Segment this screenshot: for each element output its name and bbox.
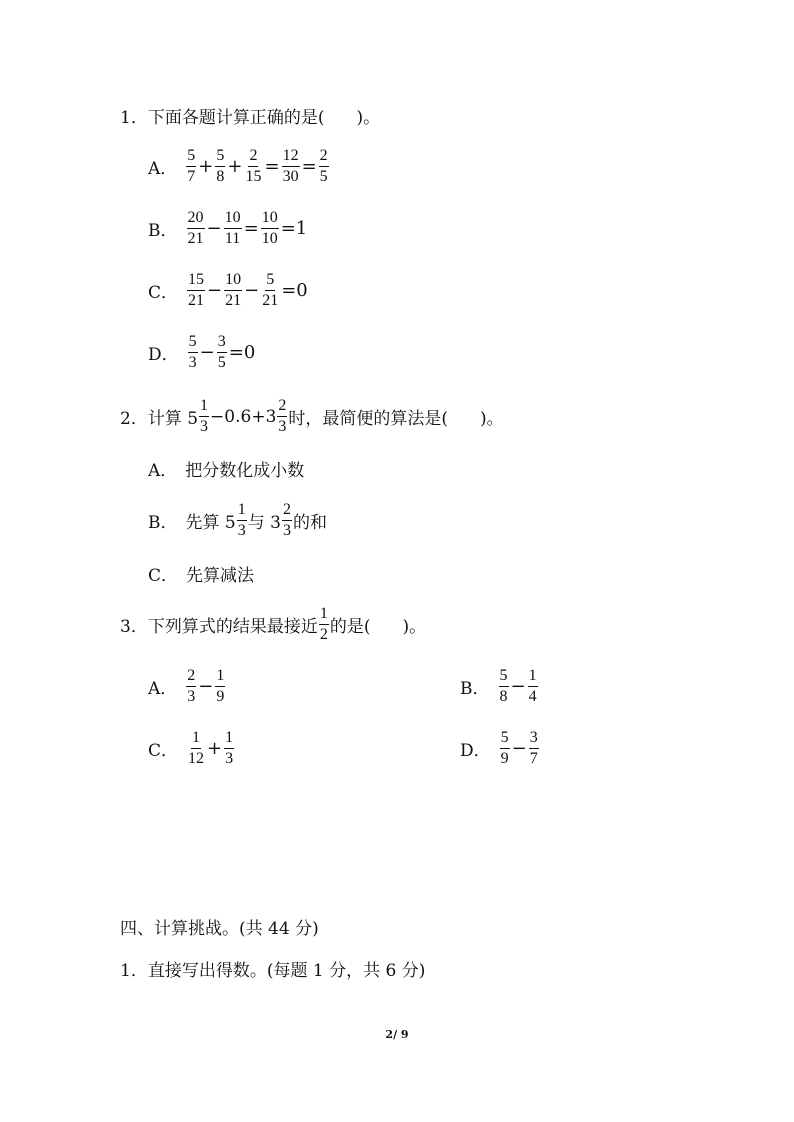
- q2-option-b: B． 先算 5 $\frac{1}{3}$ 与 3 $\frac{2}{3}$ 的和: [148, 501, 327, 539]
- q3-stem: 3．下列算式的结果最接近 $\frac{1}{2}$ 的是( )。: [120, 605, 427, 643]
- q1-stem: 1．下面各题计算正确的是( )。: [120, 108, 381, 128]
- fraction: $\frac{5}{21}$: [262, 271, 279, 309]
- fraction: $\frac{2}{3}$: [187, 667, 196, 705]
- fraction: $\frac{2}{3}$: [278, 397, 287, 435]
- fraction: $\frac{1}{9}$: [216, 667, 225, 705]
- fraction: $\frac{1}{2}$: [319, 605, 328, 643]
- fraction: $\frac{1}{3}$: [200, 397, 209, 435]
- fraction: $\frac{5}{7}$: [187, 147, 196, 185]
- fraction: $\frac{10}{21}$: [225, 271, 242, 309]
- q3-option-c: C． $\frac{1}{12}$ + $\frac{1}{3}$: [148, 729, 234, 767]
- q2-option-c: C． 先算减法: [148, 566, 255, 586]
- fraction: $\frac{5}{3}$: [188, 333, 197, 371]
- fraction: $\frac{2}{15}$: [245, 147, 262, 185]
- fraction: $\frac{2}{3}$: [282, 501, 291, 539]
- fraction: $\frac{10}{11}$: [224, 209, 241, 247]
- q3-option-b: B． $\frac{5}{8}$ − $\frac{1}{4}$: [460, 667, 537, 705]
- page-number: 2/ 9: [385, 1028, 409, 1041]
- section-title: 四、计算挑战。(共 44 分): [120, 919, 319, 939]
- fraction: $\frac{10}{10}$: [261, 209, 278, 247]
- fraction: $\frac{15}{21}$: [188, 271, 205, 309]
- q2-option-a: A． 把分数化成小数: [148, 461, 305, 481]
- section-q1: 1．直接写出得数。(每题 1 分，共 6 分): [120, 961, 426, 981]
- fraction: $\frac{5}{9}$: [500, 729, 509, 767]
- fraction: $\frac{3}{7}$: [529, 729, 538, 767]
- fraction: $\frac{3}{5}$: [217, 333, 226, 371]
- q3-option-a: A． $\frac{2}{3}$ − $\frac{1}{9}$: [148, 667, 225, 705]
- fraction: $\frac{20}{21}$: [187, 209, 204, 247]
- q3-option-d: D． $\frac{5}{9}$ − $\frac{3}{7}$: [460, 729, 538, 767]
- fraction: $\frac{12}{30}$: [282, 147, 299, 185]
- fraction: $\frac{1}{4}$: [528, 667, 537, 705]
- fraction: $\frac{1}{3}$: [225, 729, 234, 767]
- fraction: $\frac{5}{8}$: [216, 147, 225, 185]
- q2-stem: 2．计算 5 $\frac{1}{3}$ −0.6+3 $\frac{2}{3}$ 时，最简便的算法是( )。: [120, 397, 504, 435]
- q1-option-d: D． $\frac{5}{3}$ − $\frac{3}{5}$ =0: [148, 333, 256, 371]
- q1-option-a: A． $\frac{5}{7}$ + $\frac{5}{8}$ + $\frac{2}{15}$ = $\frac{12}{30}$ = $\frac{2}{5}$: [148, 147, 328, 185]
- fraction: $\frac{1}{3}$: [237, 501, 246, 539]
- fraction: $\frac{5}{8}$: [499, 667, 508, 705]
- q1-option-c: C． $\frac{15}{21}$ − $\frac{10}{21}$ − $\frac{5}{21}$ =0: [148, 271, 308, 309]
- fraction: $\frac{2}{5}$: [319, 147, 328, 185]
- fraction: $\frac{1}{12}$: [188, 729, 205, 767]
- q1-option-b: B． $\frac{20}{21}$ − $\frac{10}{11}$ = $\frac{10}{10}$ =1: [148, 209, 308, 247]
